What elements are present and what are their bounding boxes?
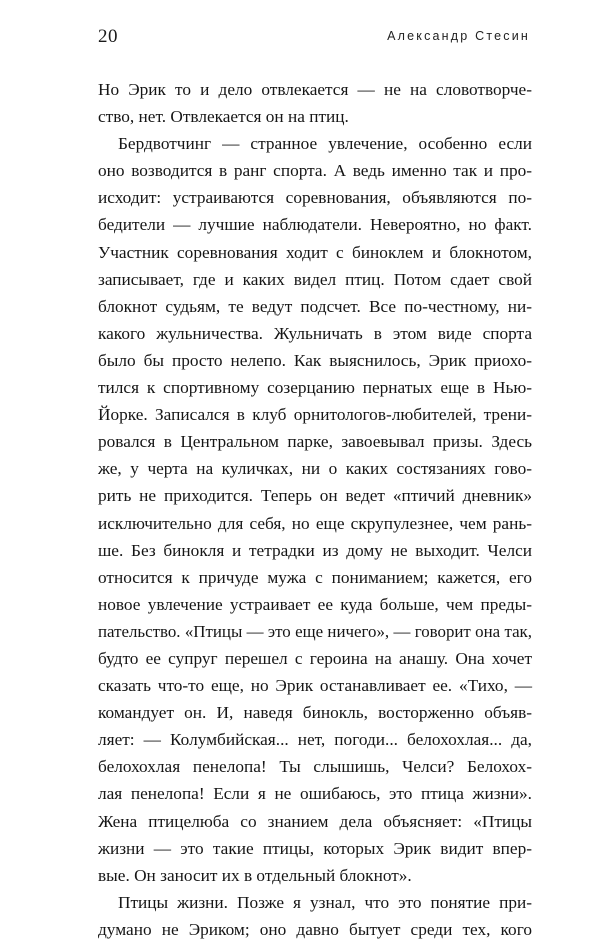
text-line: будто ее супруг перешел с героина на анашу. Она хочет xyxy=(98,648,532,668)
page-header xyxy=(98,26,530,52)
text-line: тился к спортивному созерцанию пернатых еще в Нью- xyxy=(98,378,532,398)
text-line: ровался в Центральном парке, завоевывал призы. Здесь xyxy=(98,432,532,452)
text-line: Жена птицелюба со знанием дела объясняет: «Птицы xyxy=(98,811,532,831)
text-line: Но Эрик то и дело отвлекается — не на словотворче- xyxy=(98,80,532,99)
text-line: думано не Эриком; оно давно бытует среди тех, кого xyxy=(98,919,532,939)
text-line: сказать что-то еще, но Эрик останавливает ее. «Тихо, — xyxy=(98,676,532,696)
text-line: пательство. «Птицы — это еще ничего», — говорит она так, xyxy=(98,621,532,641)
text-line: какого жульничества. Жульничать в этом виде спорта xyxy=(98,323,532,343)
text-line: белохохлая пенелопа! Ты слышишь, Челси? Белохох- xyxy=(98,757,532,777)
text-line: Участник соревнования ходит с биноклем и блокнотом, xyxy=(98,242,532,262)
text-line: вые. Он заносит их в отдельный блокнот». xyxy=(98,865,412,885)
running-head-author: Александр Стесин xyxy=(387,29,530,43)
text-line: жизни — это такие птицы, которых Эрик видит впер- xyxy=(98,838,532,858)
text-line: лая пенелопа! Если я не ошибаюсь, это птица жизни». xyxy=(98,784,532,804)
text-line: ляет: — Колумбийская... нет, погоди... белохохлая... да, xyxy=(98,730,532,750)
text-line: записывает, где и каких видел птиц. Потом сдает свой xyxy=(98,269,532,289)
text-line: ство, нет. Отвлекается он на птиц. xyxy=(98,107,349,127)
text-line: было бы просто нелепо. Как выяснилось, Эрик приохо- xyxy=(98,350,532,370)
text-line: оно возводится в ранг спорта. А ведь именно так и про- xyxy=(98,161,532,181)
text-line: Птицы жизни. Позже я узнал, что это понятие при- xyxy=(118,892,532,912)
page-number: 20 xyxy=(98,26,118,47)
text-line: рить не приходится. Теперь он ведет «птичий дневник» xyxy=(98,486,532,506)
text-line: относится к причуде мужа с пониманием; кажется, его xyxy=(98,567,532,587)
text-line: ше. Без бинокля и тетрадки из дому не выходит. Челси xyxy=(98,540,532,560)
text-line: Бердвотчинг — странное увлечение, особенно если xyxy=(118,134,532,154)
text-line: бедители — лучшие наблюдатели. Невероятно, но факт. xyxy=(98,215,532,235)
text-line: исключительно для себя, но еще скрупулезнее, чем рань- xyxy=(98,513,532,533)
text-line: новое увлечение устраивает ее куда больше, чем преды- xyxy=(98,594,532,614)
text-line: исходит: устраиваются соревнования, объявляются по- xyxy=(98,188,532,208)
text-line: командует он. И, наведя бинокль, восторженно объяв- xyxy=(98,703,532,723)
text-line: Йорке. Записался в клуб орнитологов-любителей, трени- xyxy=(98,405,532,425)
text-line: же, у черта на куличках, ни о каких состязаниях гово- xyxy=(98,459,532,479)
text-line: блокнот судьям, те ведут подсчет. Все по-честному, ни- xyxy=(98,296,532,316)
body-text xyxy=(98,76,532,943)
